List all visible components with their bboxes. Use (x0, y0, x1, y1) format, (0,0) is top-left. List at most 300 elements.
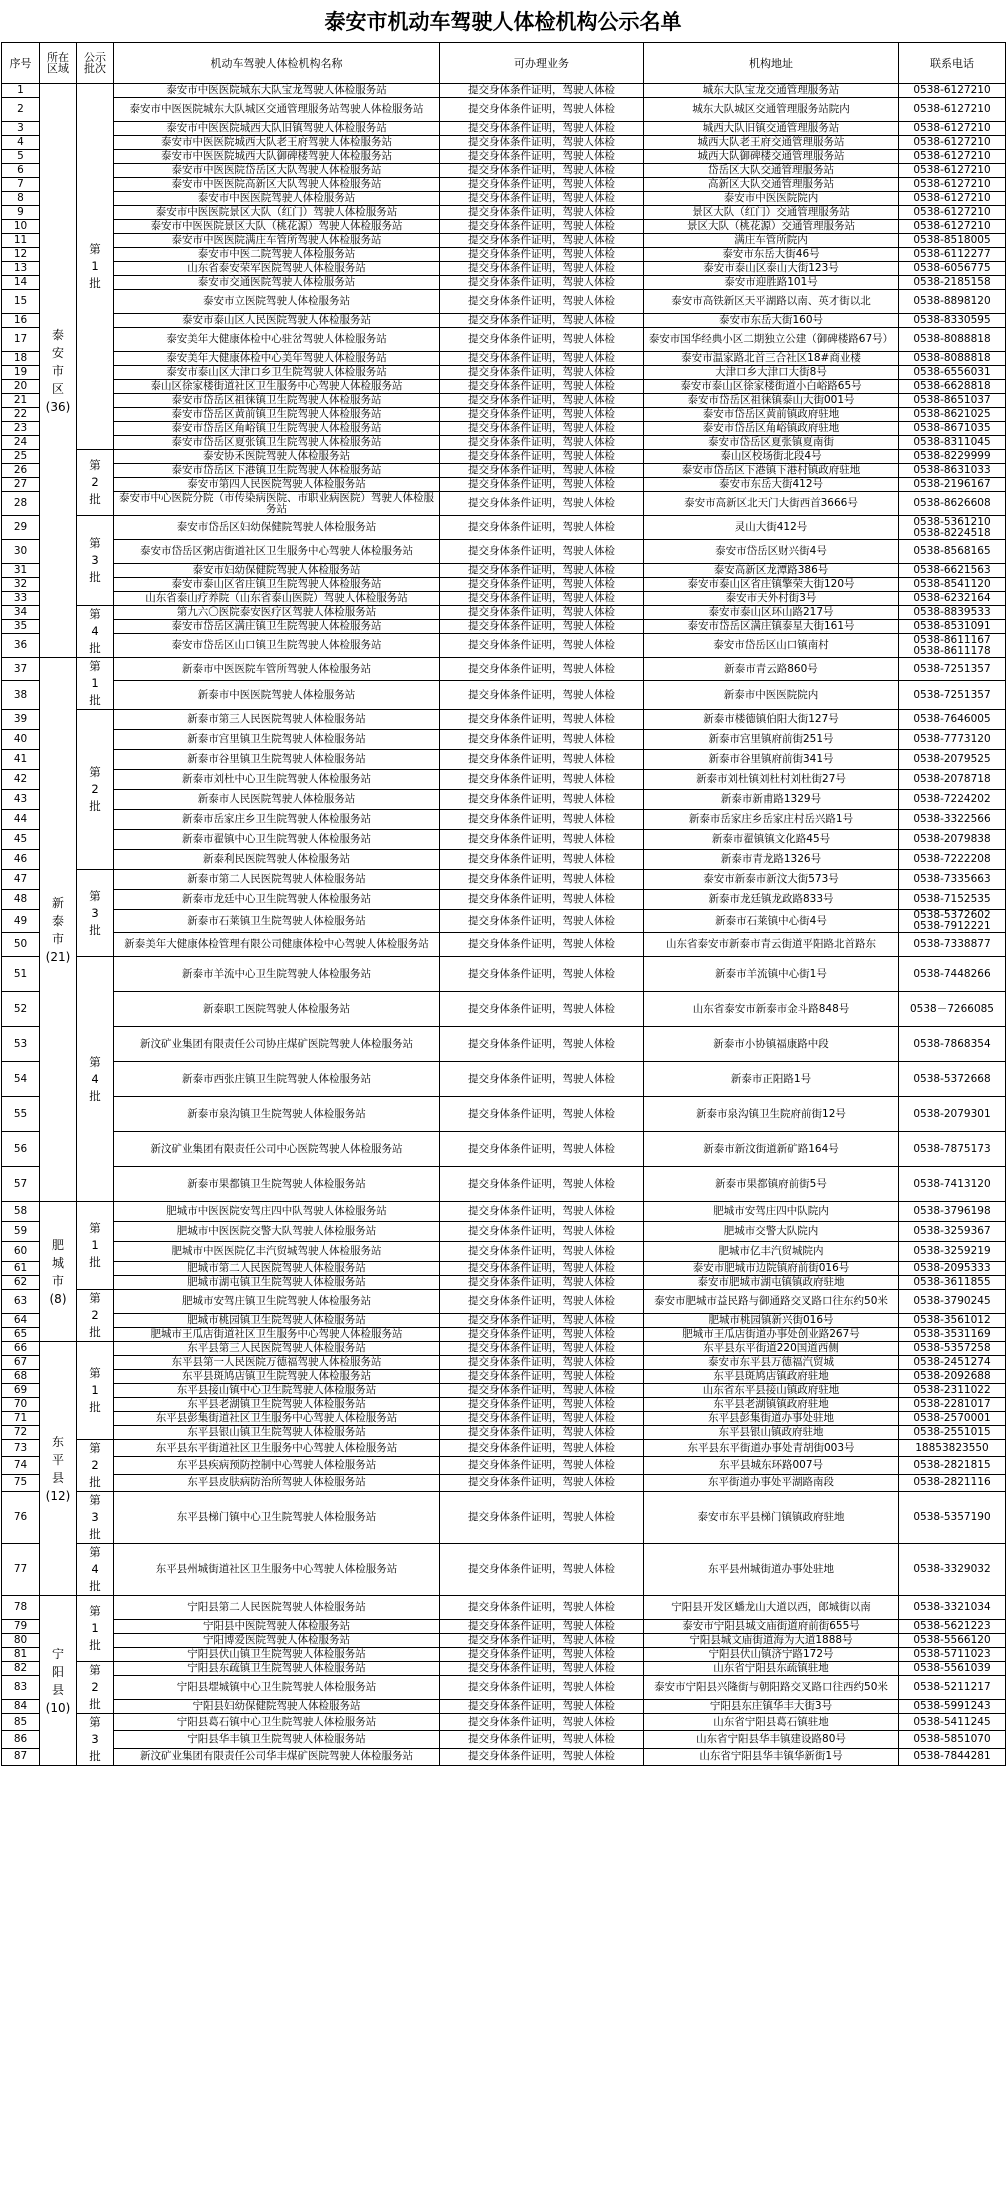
phone-cell: 0538-8611167 0538-8611178 (899, 634, 1006, 658)
table-row (2, 234, 1006, 248)
row-index: 69 (2, 1384, 40, 1398)
address-cell: 新泰市新甫路1329号 (644, 790, 899, 810)
row-index: 34 (2, 606, 40, 620)
business-cell: 提交身体条件证明，驾驶人体检 (440, 1262, 644, 1276)
phone-cell: 0538-8518005 (899, 234, 1006, 248)
batch-cell: 第 3 批 (77, 1714, 114, 1766)
business-cell: 提交身体条件证明，驾驶人体检 (440, 634, 644, 658)
business-cell: 提交身体条件证明，驾驶人体检 (440, 1634, 644, 1648)
business-cell: 提交身体条件证明，驾驶人体检 (440, 1648, 644, 1662)
row-index: 56 (2, 1132, 40, 1167)
business-cell: 提交身体条件证明，驾驶人体检 (440, 1222, 644, 1242)
row-index: 47 (2, 870, 40, 890)
address-cell: 新泰市中医医院院内 (644, 681, 899, 710)
phone-cell: 0538-3259367 (899, 1222, 1006, 1242)
institution-name: 新泰市第三人民医院驾驶人体检服务站 (114, 710, 440, 730)
institution-name: 泰安市中医医院高新区大队驾驶人体检服务站 (114, 178, 440, 192)
phone-cell: 0538-5357190 (899, 1492, 1006, 1544)
address-cell: 东平县银山镇政府驻地 (644, 1426, 899, 1440)
table-row (2, 1620, 1006, 1634)
phone-cell: 0538-6127210 (899, 136, 1006, 150)
row-index: 52 (2, 992, 40, 1027)
table-row (2, 681, 1006, 710)
business-cell: 提交身体条件证明，驾驶人体检 (440, 1676, 644, 1700)
phone-cell: 0538-6556031 (899, 366, 1006, 380)
address-cell: 新泰市宫里镇府前街251号 (644, 730, 899, 750)
table-row (2, 1384, 1006, 1398)
institution-table (1, 42, 1006, 1766)
address-cell: 山东省东平县接山镇政府驻地 (644, 1384, 899, 1398)
institution-name: 肥城市第二人民医院驾驶人体检服务站 (114, 1262, 440, 1276)
row-index: 37 (2, 658, 40, 681)
table-row (2, 352, 1006, 366)
phone-cell: 0538-6112277 (899, 248, 1006, 262)
phone-cell: 0538-8088818 (899, 328, 1006, 352)
business-cell: 提交身体条件证明，驾驶人体检 (440, 1492, 644, 1544)
table-row (2, 478, 1006, 492)
table-row (2, 1370, 1006, 1384)
phone-cell: 0538-7152535 (899, 890, 1006, 910)
phone-cell: 0538-8626608 (899, 492, 1006, 516)
business-cell: 提交身体条件证明，驾驶人体检 (440, 478, 644, 492)
table-row (2, 248, 1006, 262)
phone-cell: 0538-7646005 (899, 710, 1006, 730)
row-index: 27 (2, 478, 40, 492)
table-row (2, 450, 1006, 464)
table-row (2, 1412, 1006, 1426)
phone-cell: 0538-7773120 (899, 730, 1006, 750)
table-row (2, 1328, 1006, 1342)
row-index: 2 (2, 98, 40, 122)
business-cell: 提交身体条件证明，驾驶人体检 (440, 1290, 644, 1314)
phone-cell: 0538-3611855 (899, 1276, 1006, 1290)
business-cell: 提交身体条件证明，驾驶人体检 (440, 850, 644, 870)
row-index: 82 (2, 1662, 40, 1676)
business-cell: 提交身体条件证明，驾驶人体检 (440, 464, 644, 478)
business-cell: 提交身体条件证明，驾驶人体检 (440, 450, 644, 464)
batch-cell: 第 4 批 (77, 606, 114, 658)
phone-cell: 0538-3790245 (899, 1290, 1006, 1314)
row-index: 23 (2, 422, 40, 436)
address-cell: 肥城市安驾庄四中队院内 (644, 1202, 899, 1222)
row-index: 48 (2, 890, 40, 910)
institution-name: 第九六〇医院泰安医疗区驾驶人体检服务站 (114, 606, 440, 620)
institution-name: 泰安美年大健康体检中心驻岔驾驶人体检服务站 (114, 328, 440, 352)
address-cell: 宁阳县开发区蟠龙山大道以西，郎城街以南 (644, 1596, 899, 1620)
header-phone: 联系电话 (899, 43, 1006, 84)
address-cell: 泰安市高新区北天门大街西首3666号 (644, 492, 899, 516)
region-cell: 肥 城 市 (8) (40, 1202, 77, 1342)
row-index: 43 (2, 790, 40, 810)
institution-name: 泰安市泰山区人民医院驾驶人体检服务站 (114, 314, 440, 328)
phone-cell: 0538-6127210 (899, 220, 1006, 234)
institution-name: 泰山区徐家楼街道社区卫生服务中心驾驶人体检服务站 (114, 380, 440, 394)
batch-cell: 第 2 批 (77, 1440, 114, 1492)
business-cell: 提交身体条件证明，驾驶人体检 (440, 1132, 644, 1167)
row-index: 57 (2, 1167, 40, 1202)
phone-cell: 0538-2079301 (899, 1097, 1006, 1132)
row-index: 77 (2, 1544, 40, 1596)
business-cell: 提交身体条件证明，驾驶人体检 (440, 957, 644, 992)
institution-name: 新泰市龙廷中心卫生院驾驶人体检服务站 (114, 890, 440, 910)
table-row (2, 328, 1006, 352)
institution-name: 肥城市中医医院安驾庄四中队驾驶人体检服务站 (114, 1202, 440, 1222)
business-cell: 提交身体条件证明，驾驶人体检 (440, 681, 644, 710)
table-row (2, 1426, 1006, 1440)
phone-cell: 0538-6127210 (899, 164, 1006, 178)
table-row (2, 276, 1006, 290)
row-index: 17 (2, 328, 40, 352)
business-cell: 提交身体条件证明，驾驶人体检 (440, 578, 644, 592)
table-row (2, 870, 1006, 890)
row-index: 9 (2, 206, 40, 220)
business-cell: 提交身体条件证明，驾驶人体检 (440, 810, 644, 830)
business-cell: 提交身体条件证明，驾驶人体检 (440, 1314, 644, 1328)
address-cell: 东平县州城街道办事处驻地 (644, 1544, 899, 1596)
address-cell: 泰安市宁阳县城文庙街道府前街655号 (644, 1620, 899, 1634)
row-index: 87 (2, 1748, 40, 1765)
business-cell: 提交身体条件证明，驾驶人体检 (440, 1370, 644, 1384)
row-index: 28 (2, 492, 40, 516)
table-row (2, 380, 1006, 394)
address-cell: 泰安市岱岳区黄前镇政府驻地 (644, 408, 899, 422)
phone-cell: 0538-8088818 (899, 352, 1006, 366)
institution-name: 东平县东平街道社区卫生服务中心驾驶人体检服务站 (114, 1440, 440, 1457)
institution-name: 宁阳县东疏镇卫生院驾驶人体检服务站 (114, 1662, 440, 1676)
phone-cell: 0538-5621223 (899, 1620, 1006, 1634)
batch-cell: 第 1 批 (77, 1202, 114, 1290)
institution-name: 泰安市中医医院城东大队城区交通管理服务站驾驶人体检服务站 (114, 98, 440, 122)
address-cell: 泰安市东岳大街160号 (644, 314, 899, 328)
business-cell: 提交身体条件证明，驾驶人体检 (440, 620, 644, 634)
institution-name: 宁阳县华丰镇卫生院驾驶人体检服务站 (114, 1731, 440, 1748)
institution-name: 泰安协禾医院驾驶人体检服务站 (114, 450, 440, 464)
table-row (2, 790, 1006, 810)
phone-cell: 0538-6127210 (899, 206, 1006, 220)
table-row (2, 957, 1006, 992)
business-cell: 提交身体条件证明，驾驶人体检 (440, 178, 644, 192)
batch-cell: 第 1 批 (77, 84, 114, 450)
institution-name: 东平县斑鸠店镇卫生院驾驶人体检服务站 (114, 1370, 440, 1384)
business-cell: 提交身体条件证明，驾驶人体检 (440, 1384, 644, 1398)
business-cell: 提交身体条件证明，驾驶人体检 (440, 1474, 644, 1491)
row-index: 71 (2, 1412, 40, 1426)
row-index: 25 (2, 450, 40, 464)
phone-cell: 0538-2451274 (899, 1356, 1006, 1370)
institution-name: 东平县梯门镇中心卫生院驾驶人体检服务站 (114, 1492, 440, 1544)
institution-name: 宁阳县第二人民医院驾驶人体检服务站 (114, 1596, 440, 1620)
row-index: 53 (2, 1027, 40, 1062)
institution-name: 泰安市中医医院城西大队旧镇驾驶人体检服务站 (114, 122, 440, 136)
phone-cell: 0538-6621563 (899, 564, 1006, 578)
table-row (2, 933, 1006, 957)
address-cell: 新泰市龙廷镇龙政路833号 (644, 890, 899, 910)
table-row (2, 1440, 1006, 1457)
address-cell: 泰安市东岳大街412号 (644, 478, 899, 492)
row-index: 42 (2, 770, 40, 790)
address-cell: 山东省宁阳县华丰镇建设路80号 (644, 1731, 899, 1748)
row-index: 1 (2, 84, 40, 98)
address-cell: 东平县彭集街道办事处驻地 (644, 1412, 899, 1426)
phone-cell: 0538-5566120 (899, 1634, 1006, 1648)
table-row (2, 1342, 1006, 1356)
table-body (2, 84, 1006, 1766)
institution-name: 泰安市中心医院分院（市传染病医院、市职业病医院）驾驶人体检服务站 (114, 492, 440, 516)
batch-cell: 第 2 批 (77, 710, 114, 870)
address-cell: 肥城市桃园镇新兴街016号 (644, 1314, 899, 1328)
business-cell: 提交身体条件证明，驾驶人体检 (440, 1457, 644, 1474)
institution-name: 泰安市中医医院城西大队老王府驾驶人体检服务站 (114, 136, 440, 150)
row-index: 4 (2, 136, 40, 150)
business-cell: 提交身体条件证明，驾驶人体检 (440, 122, 644, 136)
phone-cell: 0538-5561039 (899, 1662, 1006, 1676)
institution-name: 宁阳县葛石镇中心卫生院驾驶人体检服务站 (114, 1714, 440, 1731)
row-index: 59 (2, 1222, 40, 1242)
phone-cell: 0538-3322566 (899, 810, 1006, 830)
institution-name: 东平县接山镇中心卫生院驾驶人体检服务站 (114, 1384, 440, 1398)
institution-name: 山东省泰安荣军医院驾驶人体检服务站 (114, 262, 440, 276)
institution-name: 东平县第三人民医院驾驶人体检服务站 (114, 1342, 440, 1356)
address-cell: 新泰市正阳路1号 (644, 1062, 899, 1097)
business-cell: 提交身体条件证明，驾驶人体检 (440, 606, 644, 620)
header-business: 可办理业务 (440, 43, 644, 84)
table-row (2, 1314, 1006, 1328)
phone-cell: 0538-5991243 (899, 1700, 1006, 1714)
row-index: 73 (2, 1440, 40, 1457)
address-cell: 新泰市楼德镇伯阳大街127号 (644, 710, 899, 730)
business-cell: 提交身体条件证明，驾驶人体检 (440, 1662, 644, 1676)
table-row (2, 1648, 1006, 1662)
institution-name: 东平县皮肤病防治所驾驶人体检服务站 (114, 1474, 440, 1491)
table-row (2, 1662, 1006, 1676)
row-index: 79 (2, 1620, 40, 1634)
address-cell: 泰安市泰山区泰山大街123号 (644, 262, 899, 276)
table-row (2, 150, 1006, 164)
address-cell: 城西大队御碑楼交通管理服务站 (644, 150, 899, 164)
row-index: 63 (2, 1290, 40, 1314)
address-cell: 泰安市泰山区环山路217号 (644, 606, 899, 620)
business-cell: 提交身体条件证明，驾驶人体检 (440, 380, 644, 394)
institution-name: 新汶矿业集团有限责任公司中心医院驾驶人体检服务站 (114, 1132, 440, 1167)
row-index: 54 (2, 1062, 40, 1097)
row-index: 3 (2, 122, 40, 136)
institution-name: 东平县州城街道社区卫生服务中心驾驶人体检服务站 (114, 1544, 440, 1596)
phone-cell: 0538-8839533 (899, 606, 1006, 620)
phone-cell: 0538-2551015 (899, 1426, 1006, 1440)
business-cell: 提交身体条件证明，驾驶人体检 (440, 220, 644, 234)
table-row (2, 122, 1006, 136)
address-cell: 新泰市刘杜镇刘杜村刘杜街27号 (644, 770, 899, 790)
institution-name: 新泰市泉沟镇卫生院驾驶人体检服务站 (114, 1097, 440, 1132)
institution-name: 泰安市中医医院岱岳区大队驾驶人体检服务站 (114, 164, 440, 178)
table-row (2, 1242, 1006, 1262)
address-cell: 新泰市小协镇福康路中段 (644, 1027, 899, 1062)
institution-name: 肥城市中医医院交警大队驾驶人体检服务站 (114, 1222, 440, 1242)
address-cell: 大津口乡大津口大街8号 (644, 366, 899, 380)
address-cell: 东平县城东环路007号 (644, 1457, 899, 1474)
table-row (2, 436, 1006, 450)
table-row (2, 890, 1006, 910)
row-index: 67 (2, 1356, 40, 1370)
institution-name: 肥城市桃园镇卫生院驾驶人体检服务站 (114, 1314, 440, 1328)
institution-name: 泰安市第四人民医院驾驶人体检服务站 (114, 478, 440, 492)
row-index: 21 (2, 394, 40, 408)
address-cell: 山东省宁阳县华丰镇华新街1号 (644, 1748, 899, 1765)
phone-cell: 0538-2185158 (899, 276, 1006, 290)
business-cell: 提交身体条件证明，驾驶人体检 (440, 1097, 644, 1132)
row-index: 68 (2, 1370, 40, 1384)
table-row (2, 1262, 1006, 1276)
address-cell: 泰安市迎胜路101号 (644, 276, 899, 290)
table-row (2, 366, 1006, 380)
address-cell: 景区大队（桃花源）交通管理服务站 (644, 220, 899, 234)
table-row (2, 750, 1006, 770)
row-index: 32 (2, 578, 40, 592)
institution-name: 东平县彭集街道社区卫生服务中心驾驶人体检服务站 (114, 1412, 440, 1426)
address-cell: 泰安市新泰市新汶大街573号 (644, 870, 899, 890)
business-cell: 提交身体条件证明，驾驶人体检 (440, 1342, 644, 1356)
address-cell: 泰安市岱岳区夏张镇夏南街 (644, 436, 899, 450)
table-row (2, 770, 1006, 790)
institution-name: 宁阳县中医院驾驶人体检服务站 (114, 1620, 440, 1634)
table-row (2, 634, 1006, 658)
business-cell: 提交身体条件证明，驾驶人体检 (440, 933, 644, 957)
row-index: 49 (2, 910, 40, 933)
business-cell: 提交身体条件证明，驾驶人体检 (440, 564, 644, 578)
business-cell: 提交身体条件证明，驾驶人体检 (440, 992, 644, 1027)
business-cell: 提交身体条件证明，驾驶人体检 (440, 1700, 644, 1714)
row-index: 44 (2, 810, 40, 830)
address-cell: 东平县斑鸠店镇政府驻地 (644, 1370, 899, 1384)
row-index: 50 (2, 933, 40, 957)
business-cell: 提交身体条件证明，驾驶人体检 (440, 84, 644, 98)
phone-cell: 0538-8531091 (899, 620, 1006, 634)
row-index: 62 (2, 1276, 40, 1290)
address-cell: 灵山大街412号 (644, 516, 899, 540)
address-cell: 城西大队旧镇交通管理服务站 (644, 122, 899, 136)
table-row (2, 1748, 1006, 1765)
business-cell: 提交身体条件证明，驾驶人体检 (440, 658, 644, 681)
row-index: 58 (2, 1202, 40, 1222)
institution-name: 新泰市谷里镇卫生院驾驶人体检服务站 (114, 750, 440, 770)
table-row (2, 830, 1006, 850)
header-index: 序号 (2, 43, 40, 84)
business-cell: 提交身体条件证明，驾驶人体检 (440, 516, 644, 540)
institution-name: 新泰市中医医院驾驶人体检服务站 (114, 681, 440, 710)
business-cell: 提交身体条件证明，驾驶人体检 (440, 422, 644, 436)
address-cell: 满庄车管所院内 (644, 234, 899, 248)
phone-cell: 0538-8568165 (899, 540, 1006, 564)
phone-cell: 0538-7875173 (899, 1132, 1006, 1167)
table-row (2, 1474, 1006, 1491)
phone-cell: 0538-7844281 (899, 1748, 1006, 1765)
row-index: 81 (2, 1648, 40, 1662)
table-row (2, 850, 1006, 870)
institution-name: 新泰市第二人民医院驾驶人体检服务站 (114, 870, 440, 890)
phone-cell: 0538-7251357 (899, 681, 1006, 710)
table-row (2, 1596, 1006, 1620)
address-cell: 新泰市羊流镇中心街1号 (644, 957, 899, 992)
table-row (2, 178, 1006, 192)
table-row (2, 394, 1006, 408)
phone-cell: 0538-8631033 (899, 464, 1006, 478)
business-cell: 提交身体条件证明，驾驶人体检 (440, 234, 644, 248)
phone-cell: 0538-7448266 (899, 957, 1006, 992)
business-cell: 提交身体条件证明，驾驶人体检 (440, 910, 644, 933)
phone-cell: 0538-7335663 (899, 870, 1006, 890)
business-cell: 提交身体条件证明，驾驶人体检 (440, 262, 644, 276)
row-index: 8 (2, 192, 40, 206)
address-cell: 宁阳县城文庙街道海为大道1888号 (644, 1634, 899, 1648)
business-cell: 提交身体条件证明，驾驶人体检 (440, 790, 644, 810)
business-cell: 提交身体条件证明，驾驶人体检 (440, 206, 644, 220)
table-row (2, 314, 1006, 328)
business-cell: 提交身体条件证明，驾驶人体检 (440, 1714, 644, 1731)
row-index: 65 (2, 1328, 40, 1342)
row-index: 64 (2, 1314, 40, 1328)
row-index: 11 (2, 234, 40, 248)
institution-name: 泰安市中医医院驾驶人体检服务站 (114, 192, 440, 206)
institution-name: 肥城市王瓜店街道社区卫生服务中心驾驶人体检服务站 (114, 1328, 440, 1342)
header-region: 所在区域 (40, 43, 77, 84)
table-row (2, 1202, 1006, 1222)
phone-cell: 0538-6232164 (899, 592, 1006, 606)
institution-name: 泰安美年大健康体检中心美年驾驶人体检服务站 (114, 352, 440, 366)
batch-cell: 第 2 批 (77, 450, 114, 516)
business-cell: 提交身体条件证明，驾驶人体检 (440, 1242, 644, 1262)
address-cell: 泰安市泰山区徐家楼街道小白峪路65号 (644, 380, 899, 394)
business-cell: 提交身体条件证明，驾驶人体检 (440, 540, 644, 564)
row-index: 15 (2, 290, 40, 314)
address-cell: 高新区大队交通管理服务站 (644, 178, 899, 192)
table-row (2, 1356, 1006, 1370)
table-row (2, 84, 1006, 98)
business-cell: 提交身体条件证明，驾驶人体检 (440, 1398, 644, 1412)
phone-cell: 0538-5851070 (899, 1731, 1006, 1748)
row-index: 66 (2, 1342, 40, 1356)
address-cell: 泰安市肥城市边院镇府前街016号 (644, 1262, 899, 1276)
address-cell: 泰安市泰山区省庄镇擎荣大街120号 (644, 578, 899, 592)
address-cell: 宁阳县东庄镇华丰大街3号 (644, 1700, 899, 1714)
row-index: 76 (2, 1492, 40, 1544)
institution-name: 泰安市中医医院景区大队（桃花源）驾驶人体检服务站 (114, 220, 440, 234)
address-cell: 新泰市新汶街道新矿路164号 (644, 1132, 899, 1167)
address-cell: 东平县老湖镇镇政府驻地 (644, 1398, 899, 1412)
institution-name: 新泰职工医院驾驶人体检服务站 (114, 992, 440, 1027)
phone-cell: 0538-2821815 (899, 1457, 1006, 1474)
row-index: 70 (2, 1398, 40, 1412)
institution-name: 新泰市刘杜中心卫生院驾驶人体检服务站 (114, 770, 440, 790)
phone-cell: 0538-2095333 (899, 1262, 1006, 1276)
address-cell: 泰安市东平县梯门镇镇政府驻地 (644, 1492, 899, 1544)
business-cell: 提交身体条件证明，驾驶人体检 (440, 192, 644, 206)
row-index: 84 (2, 1700, 40, 1714)
row-index: 36 (2, 634, 40, 658)
address-cell: 泰安市温家路北首三合社区18#商业楼 (644, 352, 899, 366)
institution-name: 泰安市岱岳区角峪镇卫生院驾驶人体检服务站 (114, 422, 440, 436)
phone-cell: 0538-2281017 (899, 1398, 1006, 1412)
table-row (2, 164, 1006, 178)
region-cell: 宁 阳 县 (10) (40, 1596, 77, 1766)
business-cell: 提交身体条件证明，驾驶人体检 (440, 1544, 644, 1596)
address-cell: 城西大队老王府交通管理服务站 (644, 136, 899, 150)
institution-name: 泰安市交通医院驾驶人体检服务站 (114, 276, 440, 290)
address-cell: 泰安市肥城市益民路与御通路交叉路口往东约50米 (644, 1290, 899, 1314)
table-row (2, 810, 1006, 830)
row-index: 6 (2, 164, 40, 178)
header-name: 机动车驾驶人体检机构名称 (114, 43, 440, 84)
business-cell: 提交身体条件证明，驾驶人体检 (440, 164, 644, 178)
